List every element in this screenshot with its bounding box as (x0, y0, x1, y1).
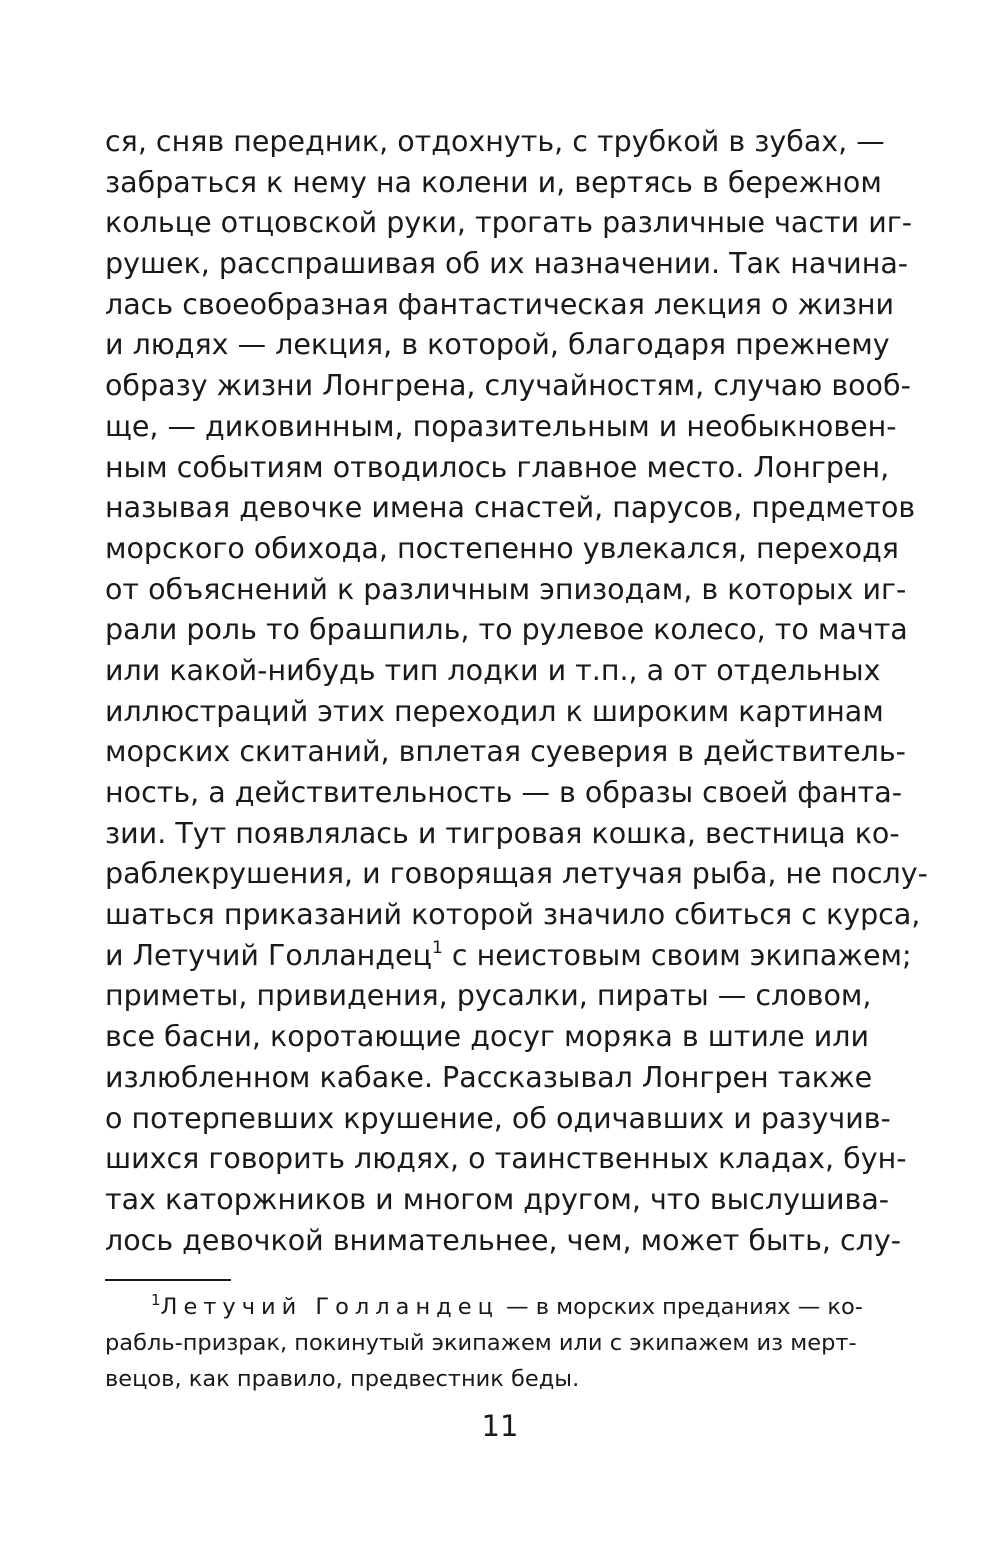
text-fragment: с неистовым своим экипажем; (442, 938, 912, 972)
text-line: раблекрушения, и говорящая летучая рыба, не послу- (105, 857, 928, 891)
text-line: или какой-нибудь тип лодки и т.п., а от отдельных (105, 653, 881, 687)
footnote-reference[interactable]: 1 (431, 937, 443, 958)
text-line: морского обихода, постепенно увлекался, переходя (105, 531, 899, 565)
text-line: приметы, привидения, русалки, пираты — словом, (105, 979, 872, 1013)
text-line-with-footnote-ref (105, 936, 912, 977)
text-line: морских скитаний, вплетая суеверия в действитель- (105, 735, 906, 769)
text-line: от объяснений к различным эпизодам, в которых иг- (105, 572, 907, 606)
text-line: ным событиям отводилось главное место. Лонгрен, (105, 450, 890, 484)
text-line: называя девочке имена снастей, парусов, предметов (105, 491, 916, 525)
text-line: излюбленном кабаке. Рассказывал Лонгрен также (105, 1060, 873, 1094)
footnote (105, 1289, 863, 1397)
text-line: забраться к нему на колени и, вертясь в бережном (105, 165, 882, 199)
text-line: иллюстраций этих переходил к широким картинам (105, 694, 884, 728)
text-line: шихся говорить людях, о таинственных кладах, бун- (105, 1142, 907, 1176)
text-line: ся, сняв передник, отдохнуть, с трубкой в зубах, — (105, 125, 885, 158)
text-line: рушек, расспрашивая об их назначении. Так начина- (105, 247, 909, 281)
main-text (105, 122, 928, 1261)
text-line: лась своеобразная фантастическая лекция о жизни (105, 287, 895, 321)
text-line: зии. Тут появлялась и тигровая кошка, вестница ко- (105, 816, 900, 850)
text-line: все басни, коротающие досуг моряка в штиле или (105, 1020, 869, 1054)
footnote-mark: 1 (151, 1291, 161, 1309)
footnote-term: Летучий Голландец (160, 1294, 499, 1320)
text-fragment: и Летучий Голландец (105, 938, 432, 972)
text-line: тах каторжников и многом другом, что выслушива- (105, 1182, 890, 1216)
text-line: лось девочкой внимательнее, чем, может быть, слу- (105, 1223, 902, 1257)
text-line: шаться приказаний которой значило сбиться с курса, (105, 898, 921, 932)
footnote-line: вецов, как правило, предвестник беды. (105, 1366, 580, 1392)
text-line: о потерпевших крушение, об одичавших и разучив- (105, 1101, 891, 1135)
footnote-line (105, 1289, 863, 1325)
page-number: 11 (481, 1409, 519, 1443)
text-line: кольце отцовской руки, трогать различные части иг- (105, 206, 913, 240)
footnote-text: — в морских преданиях — ко- (498, 1294, 863, 1320)
text-line: ще, — диковинным, поразительным и необыкновен- (105, 409, 897, 443)
text-line: и людях — лекция, в которой, благодаря прежнему (105, 328, 890, 362)
text-line: ность, а действительность — в образы своей фанта- (105, 776, 903, 809)
footnote-line: рабль-призрак, покинутый экипажем или с экипажем из мерт- (105, 1330, 857, 1356)
footnote-divider (105, 1279, 231, 1281)
text-line: образу жизни Лонгрена, случайностям, случаю вооб- (105, 369, 911, 403)
text-line: рали роль то брашпиль, то рулевое колесо, то мачта (105, 613, 908, 647)
